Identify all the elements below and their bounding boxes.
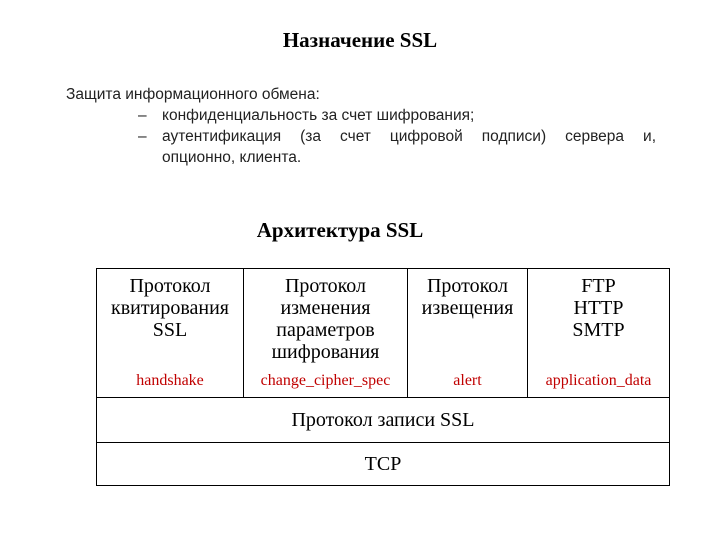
- handshake-protocol-cell: [97, 269, 243, 397]
- cell-title-line: извещения: [421, 297, 514, 319]
- upper-protocols-row: [97, 269, 669, 398]
- cell-title-line: SSL: [152, 319, 188, 341]
- purpose-bullet-confidentiality: [66, 105, 656, 126]
- cell-title-line: Протокол: [426, 275, 509, 297]
- page-title: Назначение SSL: [282, 28, 438, 52]
- tcp-layer: TCP: [364, 453, 402, 475]
- cell-title-line: шифрования: [271, 341, 380, 363]
- cell-title-line: параметров: [276, 319, 375, 341]
- cell-code-label: handshake: [136, 372, 204, 389]
- cell-code-label: application_data: [545, 372, 652, 389]
- purpose-text: [66, 84, 656, 168]
- cell-title: [97, 269, 243, 341]
- cell-title: [244, 269, 407, 363]
- record-protocol-layer: Протокол записи SSL: [97, 398, 669, 443]
- bullet-text-line1: аутентификация (за счет цифровой подписи) сервера и,: [162, 128, 656, 145]
- application-protocols-cell: [527, 269, 669, 397]
- cell-code-label: change_cipher_spec: [260, 372, 391, 389]
- architecture-title: Архитектура SSL: [256, 218, 424, 242]
- cell-title-line: квитирования: [111, 297, 229, 319]
- cell-title-line: FTP: [581, 275, 616, 297]
- cell-title: [408, 269, 527, 319]
- cell-code-label: alert: [453, 372, 482, 389]
- cell-title-line: Протокол: [129, 275, 211, 297]
- cell-title-line: Протокол: [284, 275, 367, 297]
- cell-title: [528, 269, 669, 341]
- bullet-dash: –: [138, 107, 147, 124]
- cell-title-line: SMTP: [572, 319, 625, 341]
- alert-protocol-cell: [407, 269, 527, 397]
- purpose-lead: Защита информационного обмена:: [66, 86, 320, 103]
- ssl-architecture-diagram: [96, 268, 670, 486]
- cell-title-line: HTTP: [573, 297, 624, 319]
- bullet-text: конфиденциальность за счет шифрования;: [162, 107, 475, 124]
- bullet-dash: –: [138, 128, 147, 145]
- bullet-text-line2: опционно, клиента.: [162, 149, 302, 166]
- purpose-bullet-authentication: [66, 126, 656, 168]
- cell-title-line: изменения: [280, 297, 371, 319]
- change-cipher-spec-cell: [243, 269, 407, 397]
